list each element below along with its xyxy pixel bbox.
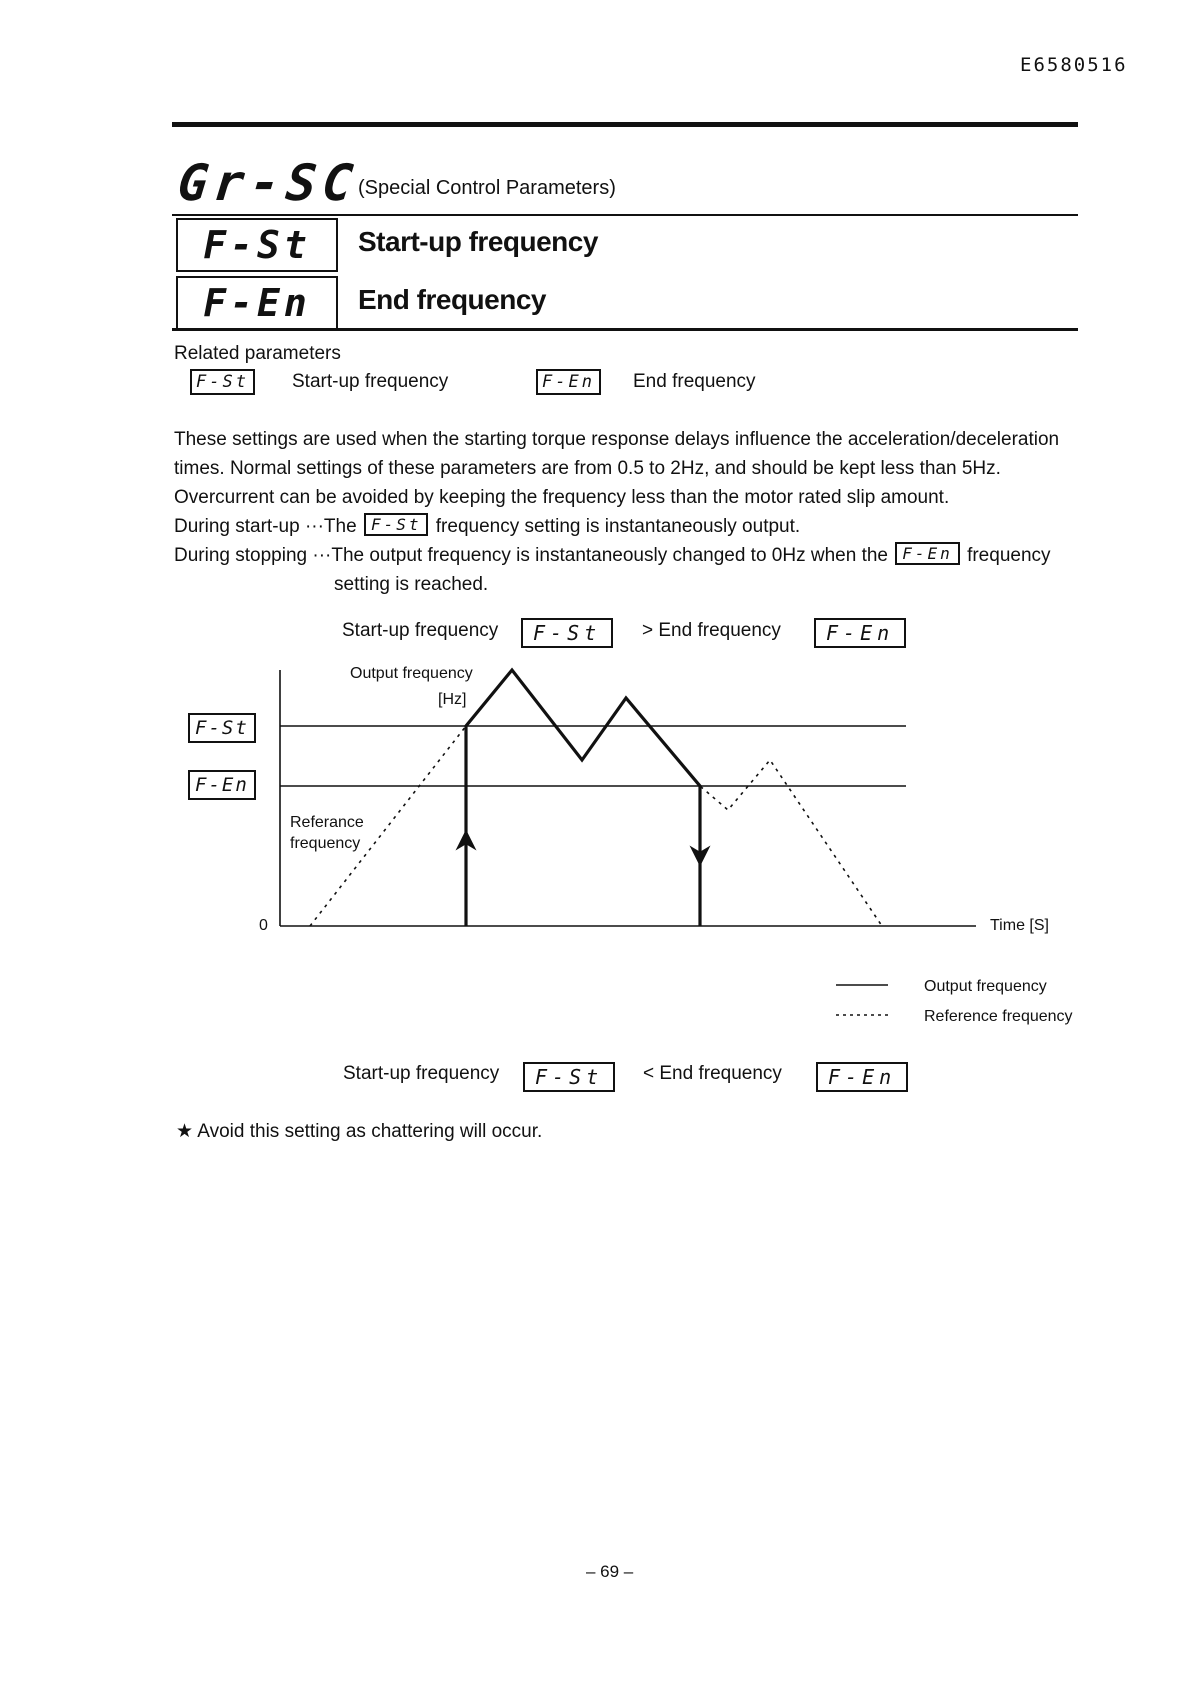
- graph-y-unit: [Hz]: [438, 691, 467, 708]
- group-label: (Special Control Parameters): [358, 177, 616, 199]
- startup-suffix: frequency setting is instantaneously output.: [435, 516, 801, 537]
- body-line-3: Overcurrent can be avoided by keeping the frequency less than the motor rated slip amount.: [174, 487, 950, 508]
- graph-ref-label-1: Referance: [290, 814, 364, 831]
- param-code-box-end: F-En: [176, 276, 338, 330]
- related-heading: Related parameters: [174, 343, 341, 364]
- output-frequency-line: [466, 670, 700, 926]
- stopping-code-box: F-En: [895, 542, 960, 565]
- condition1-right-code: F-En: [814, 618, 906, 648]
- graph-origin: 0: [259, 917, 268, 934]
- graph-ref-label-2: frequency: [290, 835, 361, 852]
- document-id: E6580516: [1020, 54, 1128, 76]
- param-title-start: Start-up frequency: [358, 226, 598, 257]
- graph-y-title: Output frequency: [350, 665, 473, 682]
- startup-code-box: F-St: [364, 513, 429, 536]
- condition1-operator: > End frequency: [642, 620, 781, 641]
- group-code: Gr-SC: [174, 154, 362, 212]
- reference-frequency-line: [310, 670, 882, 926]
- condition1-left: Start-up frequency: [342, 620, 499, 641]
- legend-output: Output frequency: [924, 978, 1047, 995]
- chattering-note: [176, 1117, 542, 1146]
- related-label-end: End frequency: [633, 371, 756, 392]
- stopping-prefix: During stopping ···The output frequency is instantaneously changed to 0Hz when the: [174, 545, 888, 566]
- graph-code-end: F-En: [188, 770, 256, 800]
- condition2-right-code: F-En: [816, 1062, 908, 1092]
- condition2-left: Start-up frequency: [343, 1063, 500, 1084]
- star-icon: ★: [176, 1121, 194, 1142]
- param-title-end: End frequency: [358, 284, 546, 315]
- body-line-2: times. Normal settings of these parameters are from 0.5 to 2Hz, and should be kept less than 5Hz.: [174, 458, 1001, 479]
- related-label-start: Start-up frequency: [292, 371, 449, 392]
- condition2-left-code: F-St: [523, 1062, 615, 1092]
- legend-reference: Reference frequency: [924, 1008, 1073, 1025]
- startup-prefix: During start-up ···The: [174, 516, 357, 537]
- related-code-start: F-St: [190, 369, 255, 395]
- condition2-operator: < End frequency: [643, 1063, 782, 1084]
- note-text: Avoid this setting as chattering will occur.: [197, 1121, 543, 1142]
- stopping-continuation: setting is reached.: [334, 574, 489, 595]
- param-code-box-start: F-St: [176, 218, 338, 272]
- graph-x-label: Time [S]: [990, 917, 1049, 934]
- body-line-1: These settings are used when the starting torque response delays influence the acceleration/deceleration: [174, 429, 1060, 450]
- page-number: – 69 –: [586, 1562, 634, 1581]
- condition1-left-code: F-St: [521, 618, 613, 648]
- graph-code-start-up: F-St: [188, 713, 256, 743]
- stopping-suffix: frequency: [967, 545, 1051, 566]
- related-code-end: F-En: [536, 369, 601, 395]
